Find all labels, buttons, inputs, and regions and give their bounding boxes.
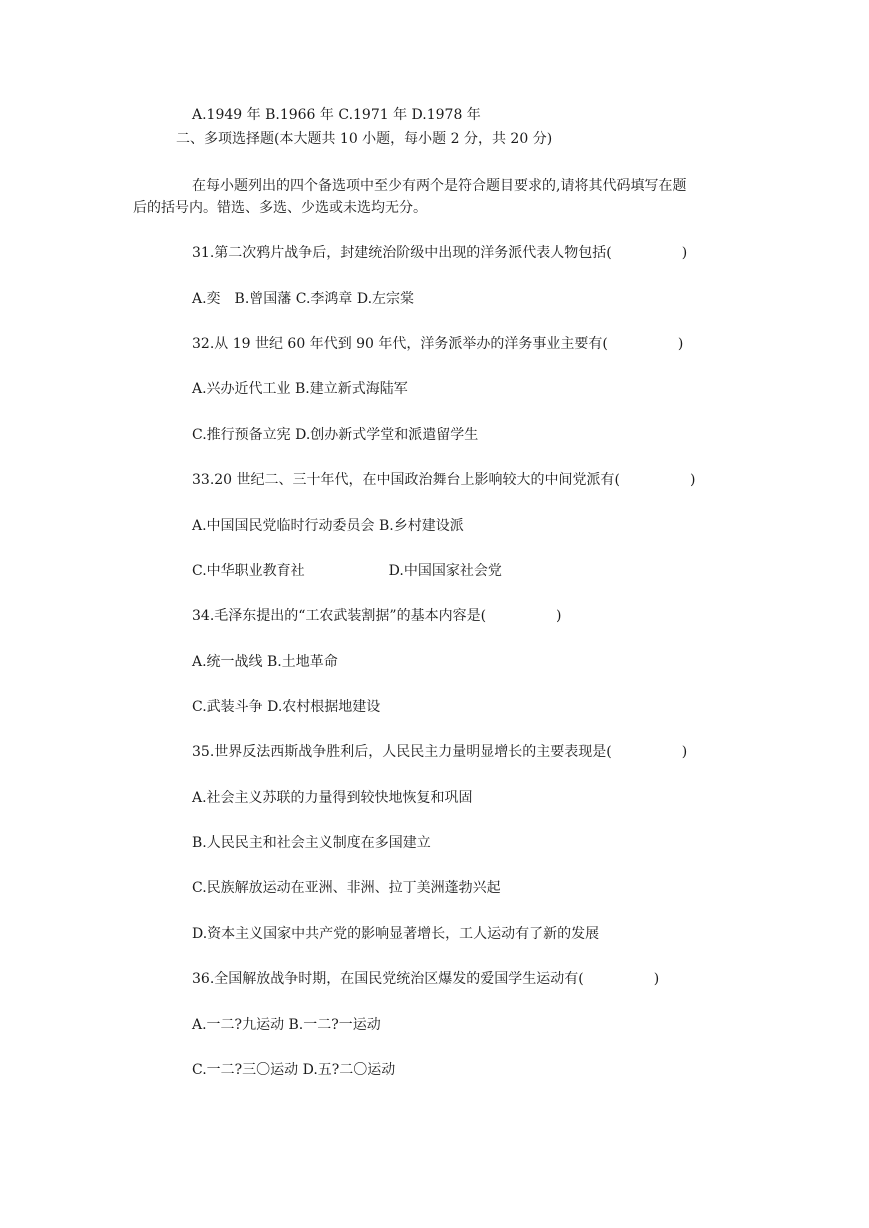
instructions-line-1: 在每小题列出的四个备选项中至少有两个是符合题目要求的,请将其代码填写在题	[192, 178, 687, 194]
answer-option-q35-a: A.社会主义苏联的力量得到较快地恢复和巩固	[192, 790, 473, 806]
answer-options-q36-ab: A.一二?九运动 B.一二?一运动	[192, 1017, 381, 1033]
answer-options-q34-cd: C.武装斗争 D.农村根据地建设	[192, 699, 381, 715]
answer-options-q30: A.1949 年 B.1966 年 C.1971 年 D.1978 年	[192, 107, 481, 123]
answer-options-q33-cd: C.中华职业教育社 D.中国国家社会党	[192, 563, 502, 579]
question-33: 33.20 世纪二、三十年代，在中国政治舞台上影响较大的中间党派有( )	[192, 472, 696, 488]
answer-options-q34-ab: A.统一战线 B.土地革命	[192, 654, 338, 670]
answer-options-q36-cd: C.一二?三〇运动 D.五?二〇运动	[192, 1062, 396, 1078]
answer-option-q35-b: B.人民民主和社会主义制度在多国建立	[192, 835, 431, 851]
question-31: 31.第二次鸦片战争后，封建统治阶级中出现的洋务派代表人物包括( )	[192, 245, 688, 261]
answer-options-q33-ab: A.中国国民党临时行动委员会 B.乡村建设派	[192, 518, 464, 534]
section-heading-multiple-choice: 二、多项选择题(本大题共 10 小题，每小题 2 分，共 20 分)	[176, 131, 553, 147]
answer-options-q32-cd: C.推行预备立宪 D.创办新式学堂和派遣留学生	[192, 427, 479, 443]
question-34: 34.毛泽东提出的“工农武装割据”的基本内容是( )	[192, 608, 562, 624]
answer-option-q35-c: C.民族解放运动在亚洲、非洲、拉丁美洲蓬勃兴起	[192, 880, 501, 896]
answer-option-q35-d: D.资本主义国家中共产党的影响显著增长，工人运动有了新的发展	[192, 926, 600, 942]
answer-options-q31: A.奕 B.曾国藩 C.李鸿章 D.左宗棠	[192, 291, 415, 307]
answer-options-q32-ab: A.兴办近代工业 B.建立新式海陆军	[192, 381, 408, 397]
question-36: 36.全国解放战争时期，在国民党统治区爆发的爱国学生运动有( )	[192, 971, 660, 987]
question-32: 32.从 19 世纪 60 年代到 90 年代，洋务派举办的洋务事业主要有( )	[192, 336, 684, 352]
instructions-line-2: 后的括号内。错选、多选、少选或未选均无分。	[133, 200, 427, 216]
question-35: 35.世界反法西斯战争胜利后，人民民主力量明显增长的主要表现是( )	[192, 744, 688, 760]
